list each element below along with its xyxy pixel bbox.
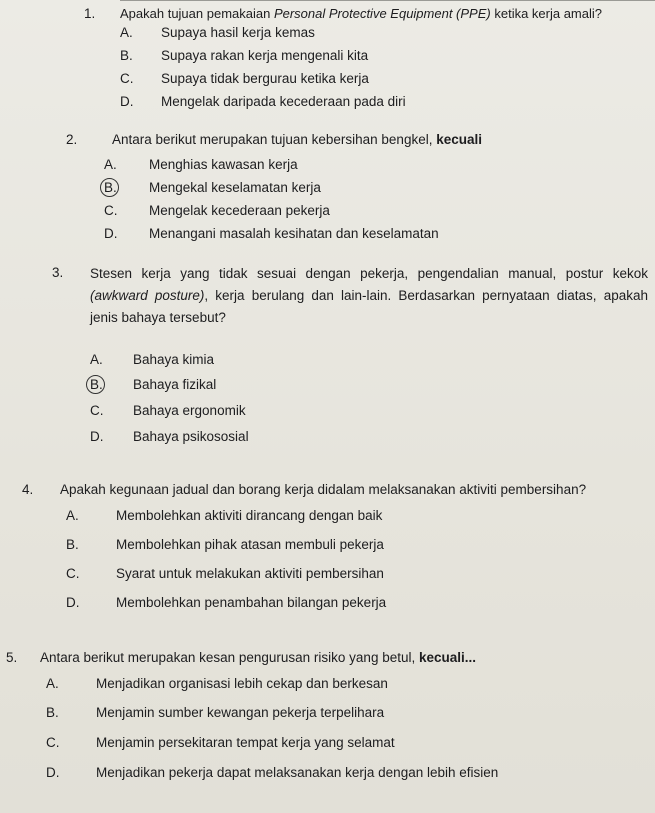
option-c[interactable]: C. Syarat untuk melakukan aktiviti pembersihan bbox=[66, 566, 384, 581]
option-d[interactable]: D. Mengelak daripada kecederaan pada diri bbox=[120, 94, 406, 109]
option-b[interactable]: B. Supaya rakan kerja mengenali kita bbox=[120, 48, 369, 63]
option-d[interactable]: D. Membolehkan penambahan bilangan pekerja bbox=[66, 595, 387, 610]
option-d[interactable]: D. Menjadikan pekerja dapat melaksanakan kerja dengan lebih efisien bbox=[46, 765, 499, 780]
question-text: Antara berikut merupakan kesan pengurusan risiko yang betul, kecuali... bbox=[40, 650, 477, 665]
question-text: Antara berikut merupakan tujuan kebersihan bengkel, kecuali bbox=[112, 132, 482, 147]
option-c[interactable]: C. Supaya tidak bergurau ketika kerja bbox=[120, 71, 369, 86]
option-c[interactable]: C. Bahaya ergonomik bbox=[90, 403, 246, 418]
question-text: Apakah tujuan pemakaian Personal Protective Equipment (PPE) ketika kerja amali? bbox=[120, 6, 603, 21]
question-number: 5. bbox=[6, 650, 18, 665]
question-number: 1. bbox=[84, 6, 96, 21]
option-a[interactable]: A. Bahaya kimia bbox=[90, 352, 215, 367]
question-text: Apakah kegunaan jadual dan borang kerja didalam melaksanakan aktiviti pembersihan? bbox=[60, 482, 587, 497]
option-c[interactable]: C. Menjamin persekitaran tempat kerja yang selamat bbox=[46, 735, 395, 750]
top-rule bbox=[120, 0, 655, 1]
option-a[interactable]: A. Membolehkan aktiviti dirancang dengan baik bbox=[66, 508, 383, 523]
question-number: 2. bbox=[66, 132, 78, 147]
option-b[interactable]: B. Bahaya fizikal bbox=[90, 377, 217, 392]
option-a[interactable]: A. Menghias kawasan kerja bbox=[104, 157, 298, 172]
option-c[interactable]: C. Mengelak kecederaan pekerja bbox=[104, 203, 330, 218]
option-b[interactable]: B. Membolehkan pihak atasan membuli pekerja bbox=[66, 537, 384, 552]
option-b[interactable]: B. Menjamin sumber kewangan pekerja terpelihara bbox=[46, 705, 385, 720]
option-d[interactable]: D. Bahaya psikososial bbox=[90, 429, 249, 444]
option-b[interactable]: B. Mengekal keselamatan kerja bbox=[104, 180, 321, 195]
question-text: Stesen kerja yang tidak sesuai dengan pekerja, pengendalian manual, postur kekok (awkward posture), kerja berulang dan lain-lain. Berdasarkan pernyataan diatas, apakah jenis bahaya tersebut? bbox=[90, 266, 648, 325]
option-a[interactable]: A. Supaya hasil kerja kemas bbox=[120, 25, 315, 40]
option-a[interactable]: A. Menjadikan organisasi lebih cekap dan berkesan bbox=[46, 676, 388, 691]
option-d[interactable]: D. Menangani masalah kesihatan dan keselamatan bbox=[104, 226, 439, 241]
question-number: 4. bbox=[22, 482, 34, 497]
question-number: 3. bbox=[52, 265, 64, 280]
